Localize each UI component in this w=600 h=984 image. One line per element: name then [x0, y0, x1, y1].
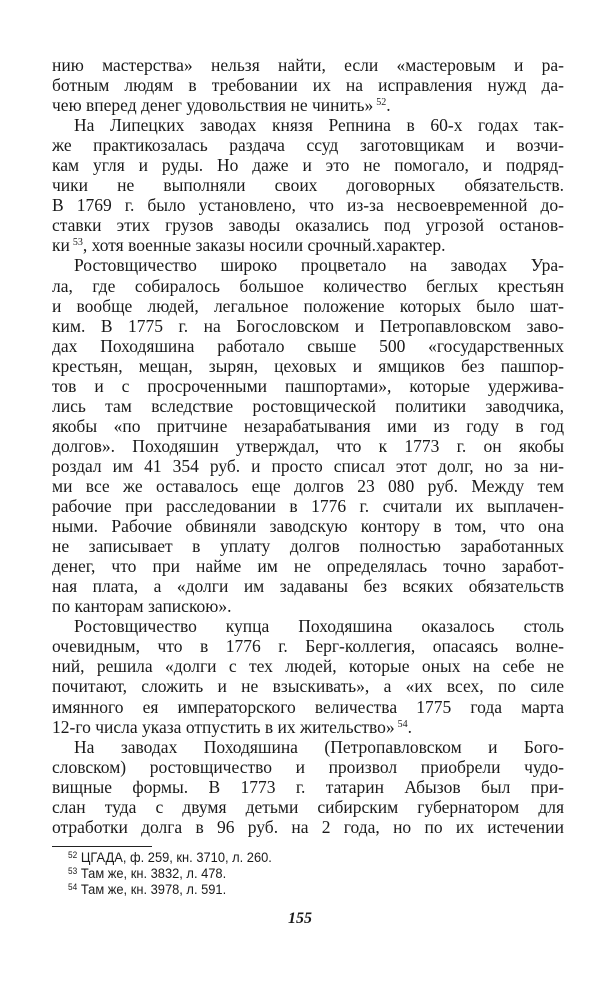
- text-line: [52, 155, 564, 175]
- line-text: долгов». Походяшин утверждал, что к 1773 г. он якобы: [52, 435, 564, 456]
- paragraph: [52, 255, 564, 616]
- text-line: [52, 476, 564, 496]
- line-text: ми все же оставалось еще долгов 23 080 руб. Между тем: [52, 475, 564, 496]
- line-text: Ростовщичество широко процветало на заводах Ура-: [74, 255, 564, 276]
- line-text: чею вперед денег удовольствия не чинить»: [52, 95, 374, 116]
- line-text: же практикозалась раздача ссуд заготовщикам и возчи-: [52, 135, 564, 156]
- line-text: ла, где собиралось большое количество беглых крестьян: [52, 275, 564, 296]
- text-line: [52, 717, 564, 737]
- text-line: [52, 797, 564, 817]
- line-text: рабочие при расследовании в 1776 г. считали их выплачен-: [52, 496, 564, 517]
- line-text: чики не выполняли своих договорных обязательств.: [52, 175, 564, 196]
- footnote: [68, 849, 272, 865]
- text-line: [52, 576, 564, 596]
- text-line: [52, 95, 564, 115]
- text-line: [52, 676, 564, 696]
- text-line: [52, 276, 564, 296]
- line-text: отработки долга в 96 руб. на 2 года, но по их истечении: [52, 816, 564, 837]
- paragraph: [52, 55, 564, 115]
- footnote-number: 53: [68, 866, 78, 876]
- line-text: очевидным, что в 1776 г. Берг-коллегия, опасаясь волне-: [52, 636, 564, 657]
- text-line: [52, 556, 564, 576]
- line-text: почитают, сложить и не взыскивать», а «их всех, по силе: [52, 676, 564, 697]
- footnote-text: Там же, кн. 3978, л. 591.: [80, 881, 227, 897]
- text-line: [52, 436, 564, 456]
- footnotes: [68, 849, 272, 897]
- text-line: [52, 496, 564, 516]
- paragraph: [52, 115, 564, 255]
- line-text: кам угля и руды. Но даже и это не помогало, и подряд-: [52, 155, 564, 176]
- footnote-ref[interactable]: 53: [72, 237, 83, 249]
- line-text: .: [407, 716, 413, 737]
- line-text: якобы «по притчине незарабатывания ими из году в год: [52, 415, 564, 436]
- line-text: и вообще людей, легальное положение которых было шат-: [52, 295, 564, 316]
- text-line: [52, 757, 564, 777]
- line-text: слан туда с двумя детьми сибирским губернатором для: [52, 796, 564, 817]
- footnote: [68, 881, 272, 897]
- text-line: [52, 596, 564, 616]
- line-text: Ростовщичество купца Походяшина оказалось столь: [74, 616, 564, 637]
- line-text: ким. В 1775 г. на Богословском и Петропавловском заво-: [52, 315, 564, 336]
- footnote-ref[interactable]: 52: [376, 97, 387, 109]
- text-line: [52, 456, 564, 476]
- text-line: [52, 656, 564, 676]
- line-text: денег, что при найме им не определялась точно заработ-: [52, 556, 564, 577]
- text-line: [52, 75, 564, 95]
- footnote-text: Там же, кн. 3832, л. 478.: [80, 865, 227, 881]
- line-text: крестьян, мещан, зырян, цеховых и ямщиков без пашпор-: [52, 355, 564, 376]
- line-text: ботным людям в требовании их на исправления нужд да-: [52, 75, 564, 96]
- footnote-divider: [52, 846, 152, 847]
- line-text: В 1769 г. было установлено, что из-за несвоевременной до-: [52, 195, 564, 216]
- line-text: дах Походяшина работало свыше 500 «государственных: [52, 335, 564, 356]
- footnote-number: 54: [68, 882, 78, 892]
- text-line: [52, 195, 564, 215]
- paragraph: [52, 616, 564, 736]
- text-line: [52, 376, 564, 396]
- line-text: роздал им 41 354 руб. и просто списал этот долг, но за ни-: [52, 455, 564, 476]
- body-text: [52, 55, 564, 837]
- text-line: [52, 336, 564, 356]
- text-line: [52, 235, 564, 255]
- line-text: тов и с просроченными пашпортами», которые удержива-: [52, 375, 564, 396]
- footnote-number: 52: [68, 850, 78, 860]
- text-line: [52, 777, 564, 797]
- text-line: [52, 255, 564, 275]
- text-line: [52, 737, 564, 757]
- line-text: , хотя военные заказы носили срочный.характер.: [82, 235, 446, 256]
- line-text: .: [386, 95, 391, 116]
- text-line: [52, 416, 564, 436]
- text-line: [52, 616, 564, 636]
- line-text: словском) ростовщичество и произвол приобрели чудо-: [52, 756, 564, 777]
- paragraph: [52, 737, 564, 837]
- text-line: [52, 817, 564, 837]
- page-number: 155: [288, 910, 312, 927]
- text-line: [52, 115, 564, 135]
- text-line: [52, 636, 564, 656]
- line-text: по канторам запискою».: [52, 596, 232, 617]
- text-line: [52, 215, 564, 235]
- line-text: ставки этих грузов заводы оказались под угрозой останов-: [52, 215, 564, 236]
- footnote-ref[interactable]: 54: [397, 718, 408, 730]
- line-text: нию мастерства» нельзя найти, если «мастеровым и ра-: [52, 55, 564, 75]
- text-line: [52, 516, 564, 536]
- text-line: [52, 356, 564, 376]
- line-text: лись там вследствие ростовщической политики заводчика,: [52, 395, 564, 416]
- footnote: [68, 865, 272, 881]
- text-line: [52, 135, 564, 155]
- line-text: ки: [52, 235, 70, 256]
- line-text: ная плата, а «долги им задаваны без всяких обязательств: [52, 576, 564, 597]
- text-line: [52, 536, 564, 556]
- text-line: [52, 697, 564, 717]
- line-text: На Липецких заводах князя Репнина в 60-х годах так-: [74, 115, 564, 136]
- text-line: [52, 175, 564, 195]
- text-line: [52, 296, 564, 316]
- line-text: 12-го числа указа отпустить в их жительство»: [52, 716, 395, 737]
- text-line: [52, 316, 564, 336]
- footnote-text: ЦГАДА, ф. 259, кн. 3710, л. 260.: [80, 849, 272, 865]
- line-text: На заводах Походяшина (Петропавловском и Бого-: [74, 736, 564, 757]
- text-line: [52, 396, 564, 416]
- line-text: не записывает в уплату долгов полностью заработанных: [52, 536, 564, 557]
- line-text: ний, решила «долги с тех людей, которые оных на себе не: [52, 656, 564, 677]
- text-line: [52, 55, 564, 75]
- line-text: имянного ея императорского величества 1775 года марта: [52, 696, 564, 717]
- line-text: ными. Рабочие обвиняли заводскую контору в том, что она: [52, 516, 564, 537]
- line-text: вищные формы. В 1773 г. татарин Абызов был при-: [52, 776, 564, 797]
